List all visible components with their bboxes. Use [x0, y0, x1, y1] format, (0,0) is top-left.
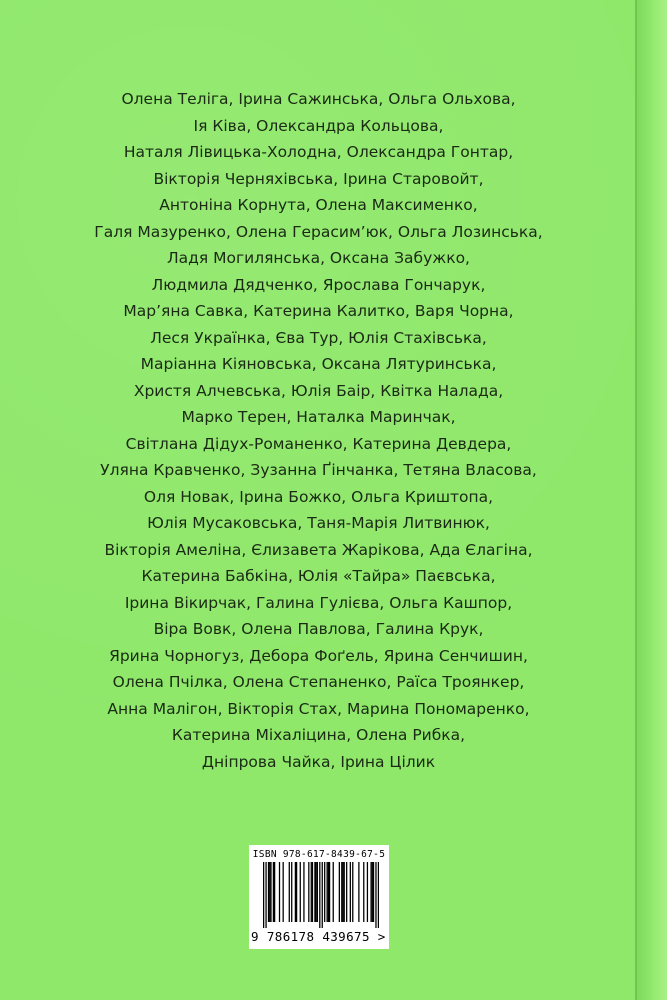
names-line: Олена Пчілка, Олена Степаненко, Раїса Троянкер, [112, 673, 525, 691]
barcode-bar [342, 862, 343, 922]
barcode-bar [324, 862, 325, 922]
author-names-list [0, 86, 637, 775]
barcode-bar [263, 862, 264, 928]
barcode-bar [375, 862, 376, 928]
names-line: Катерина Міхаліцина, Олена Рибка, [171, 726, 466, 744]
barcode-bar [339, 862, 340, 922]
names-line: Уляна Кравченко, Зузанна Ґінчанка, Тетяна Власова, [100, 461, 537, 479]
names-line: Ія Ківа, Олександра Кольцова, [193, 116, 444, 135]
barcode-bar [317, 862, 318, 922]
barcode-bars [263, 862, 379, 928]
names-line: Юлія Мусаковська, Таня-Марія Литвинюк, [147, 514, 490, 532]
barcode-bar [283, 862, 284, 922]
names-line: Вікторія Амеліна, Єлизавета Жарікова, Ада Єлагіна, [104, 540, 533, 559]
barcode-bar [273, 862, 274, 922]
barcode-bar [341, 862, 342, 922]
barcode-bar [363, 862, 364, 922]
barcode-bar [303, 862, 304, 922]
names-line: Антоніна Корнута, Олена Максименко, [159, 196, 478, 214]
names-line: Мар’яна Савка, Катерина Калитко, Варя Чорна, [123, 302, 514, 320]
barcode-bar [291, 862, 292, 922]
names-line: Ірина Вікирчак, Галина Гулієва, Ольга Кашпор, [124, 593, 513, 612]
barcode-bar [300, 862, 301, 922]
barcode-bar [314, 862, 315, 922]
names-line: Анна Малігон, Вікторія Стах, Марина Пономаренко, [107, 699, 530, 718]
names-line: Ладя Могилянська, Оксана Забужко, [167, 249, 470, 267]
barcode-bar [268, 862, 269, 922]
names-line: Віра Вовк, Олена Павлова, Галина Крук, [153, 620, 484, 638]
barcode-bar [274, 862, 275, 922]
barcode-bar [346, 862, 347, 922]
barcode-bar [358, 862, 359, 922]
barcode-bar [372, 862, 373, 922]
barcode-bar [373, 862, 374, 922]
barcode-bar [308, 862, 309, 922]
barcode-bar [265, 862, 266, 928]
names-line: Галя Мазуренко, Олена Герасим’юк, Ольга Лозинська, [94, 222, 543, 241]
names-line: Людмила Дядченко, Ярослава Гончарук, [151, 275, 486, 294]
barcode-bar [322, 862, 323, 928]
barcode-bar [269, 862, 270, 922]
names-line: Катерина Бабкіна, Юлія «Тайра» Паєвська, [141, 567, 496, 585]
names-line: Ярина Чорногуз, Дебора Фоґель, Ярина Сенчишин, [109, 646, 528, 665]
barcode-bar [312, 862, 313, 922]
names-line: Дніпрова Чайка, Ірина Цілик [201, 752, 436, 771]
names-line: Вікторія Черняхівська, Ірина Старовойт, [153, 169, 484, 188]
names-line: Леся Українка, Єва Тур, Юлія Стахівська, [150, 328, 487, 347]
barcode-bar [270, 862, 271, 922]
barcode-bar [344, 862, 345, 922]
barcode-bar [350, 862, 351, 922]
book-spine [637, 0, 667, 1000]
barcode-bar [367, 862, 368, 922]
isbn-label: ISBN 978-617-8439-67-5 [252, 849, 386, 860]
barcode-bar [289, 862, 290, 922]
barcode-bar [328, 862, 329, 922]
barcode-bar [352, 862, 353, 922]
names-line: Оля Новак, Ірина Божко, Ольга Криштопа, [143, 487, 494, 506]
barcode-bar [311, 862, 312, 922]
names-line: Наталя Лівицька-Холодна, Олександра Гонтар, [123, 143, 514, 161]
barcode-bar [279, 862, 280, 922]
barcode-digits: 9 786178 439675 > [251, 929, 386, 944]
barcode-bar [295, 862, 296, 922]
names-line: Марко Терен, Наталка Маринчак, [181, 408, 456, 426]
barcode-bar [326, 862, 327, 922]
names-line: Христя Алчевська, Юлія Баір, Квітка Налада, [133, 381, 504, 400]
barcode-bar [316, 862, 317, 922]
barcode-bar [333, 862, 334, 922]
isbn-barcode [249, 845, 389, 949]
barcode-bar [329, 862, 330, 922]
barcode-bar [296, 862, 297, 922]
barcode-bar [378, 862, 379, 928]
names-line: Світлана Дідух-Романенко, Катерина Девдера, [125, 434, 512, 453]
names-line: Маріанна Кіяновська, Оксана Лятуринська, [140, 355, 497, 373]
barcode-bar [370, 862, 371, 922]
barcode-bar [319, 862, 320, 928]
names-line: Олена Теліга, Ірина Сажинська, Ольга Ольхова, [121, 90, 516, 108]
